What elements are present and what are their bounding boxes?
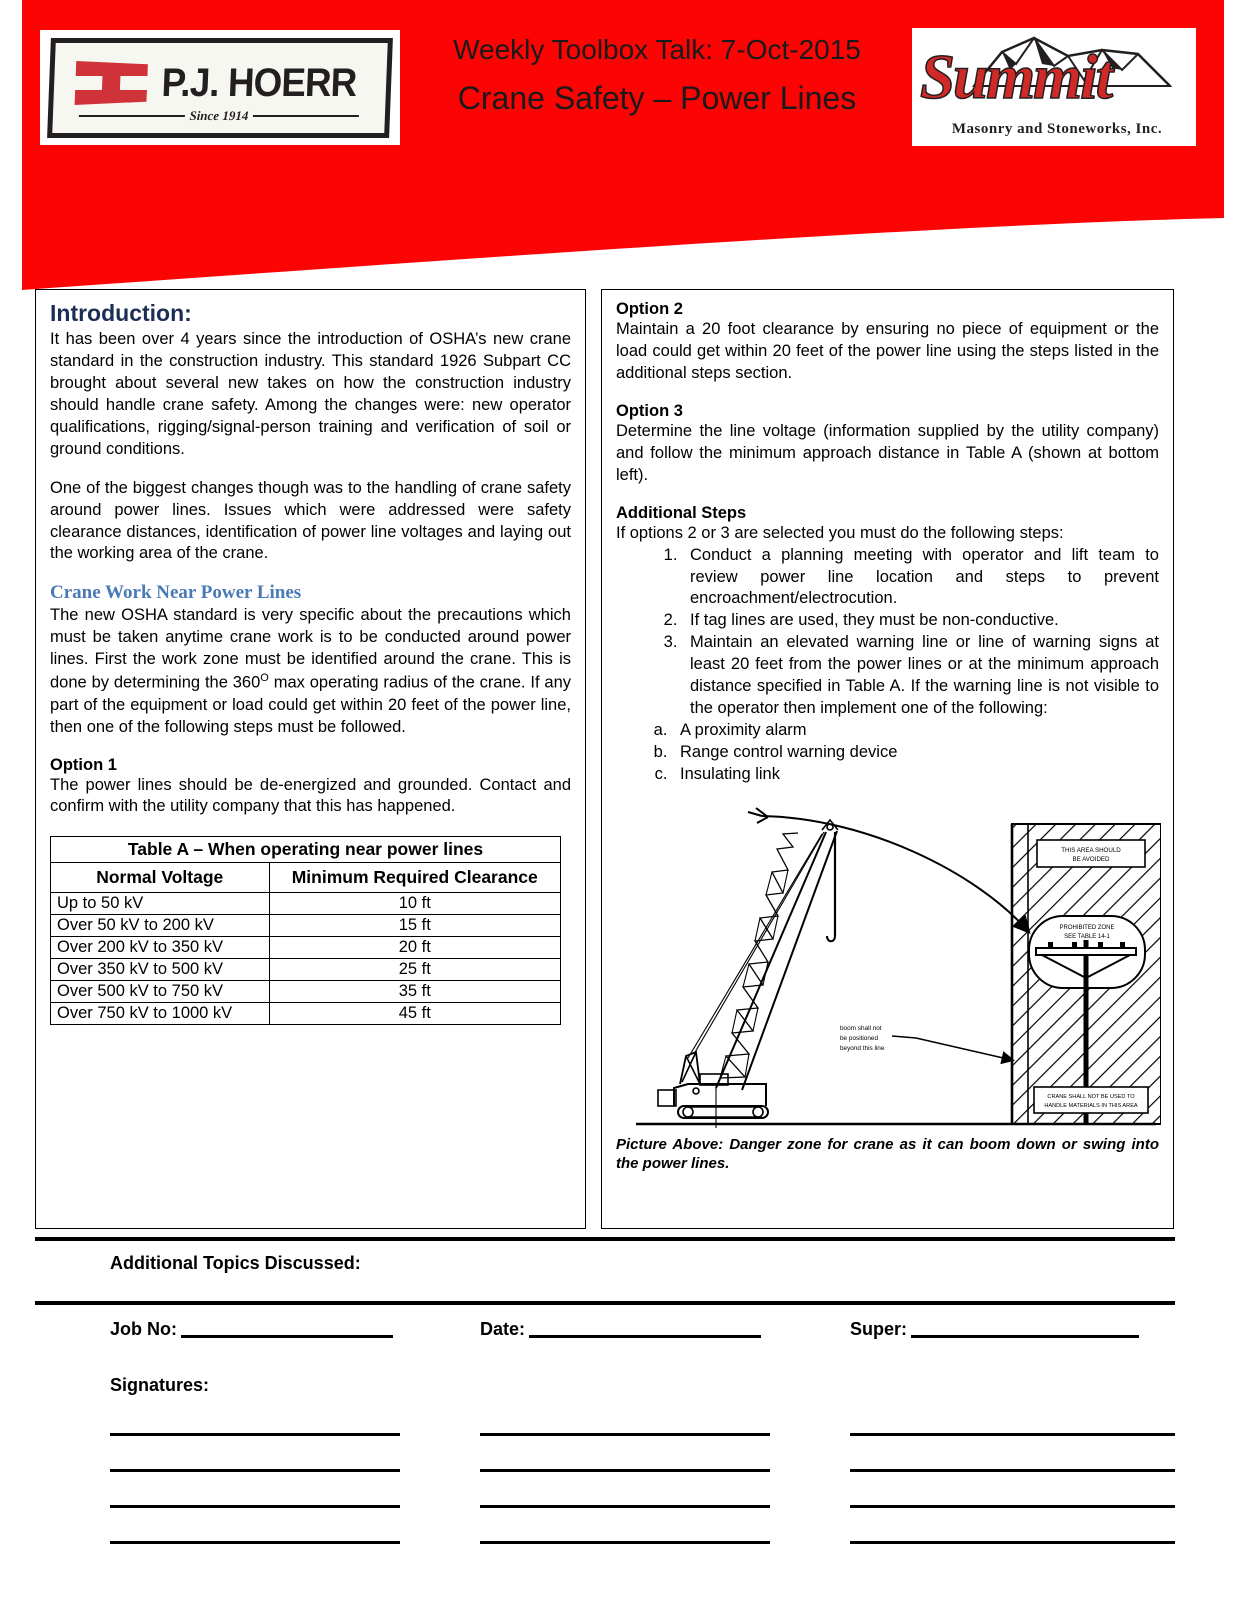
option1-heading: Option 1: [50, 755, 117, 774]
summit-logo: [912, 28, 1196, 146]
additional-steps-list: [616, 545, 1159, 721]
cell-voltage: Over 500 kV to 750 kV: [51, 981, 270, 1003]
avoid-zone-label: THIS AREA SHOULD: [1061, 846, 1121, 854]
signature-row: [35, 1411, 1100, 1447]
banner-title-block: [402, 28, 912, 124]
cell-clearance: 10 ft: [269, 893, 561, 915]
crane-danger-zone-diagram: [616, 788, 1161, 1133]
signature-line[interactable]: [480, 1433, 770, 1436]
list-item: 2. If tag lines are used, they must be non-conductive.: [682, 610, 1159, 632]
job-no-input[interactable]: [181, 1335, 393, 1338]
signature-line[interactable]: [480, 1469, 770, 1472]
figure-caption: Picture Above: Danger zone for crane as it can boom down or swing into the power lines.: [616, 1135, 1159, 1172]
signature-line[interactable]: [850, 1433, 1175, 1436]
option1-paragraph: The power lines should be de-energized and grounded. Contact and confirm with the utility company that this has happened.: [50, 775, 571, 816]
left-content-panel: [35, 289, 586, 1229]
list-item: a. A proximity alarm: [672, 720, 1159, 742]
signature-line[interactable]: [850, 1505, 1175, 1508]
toolbox-talk-date: Weekly Toolbox Talk: 7-Oct-2015: [453, 34, 861, 65]
additional-steps-sublist: [616, 720, 1159, 786]
degree-symbol: O: [260, 672, 269, 685]
table-header-row: [51, 863, 561, 893]
list-item: b. Range control warning device: [672, 742, 1159, 764]
option3-paragraph: Determine the line voltage (information supplied by the utility company) and follow the minimum approach distance in Table A (shown at bottom left).: [616, 421, 1159, 484]
summit-tagline: Masonry and Stoneworks, Inc.: [951, 121, 1163, 137]
super-label: Super:: [850, 1319, 908, 1339]
svg-text:beyond this line: beyond this line: [840, 1044, 885, 1052]
list-item: 3. Maintain an elevated warning line or line of warning signs at least 20 feet from the power lines or at the minimum approach distance specified in Table A. If the warning line is not visible to the operator then implement one of the following:: [682, 632, 1159, 720]
pj-hoerr-logo: [40, 30, 400, 145]
crane-work-heading: Crane Work Near Power Lines: [50, 582, 302, 604]
signature-row: [35, 1447, 1100, 1483]
date-label: Date:: [480, 1319, 526, 1339]
option2-paragraph: Maintain a 20 foot clearance by ensuring no piece of equipment or the load could get within 20 feet of the power line using the steps listed in the additional steps section.: [616, 320, 1159, 382]
signature-line[interactable]: [850, 1469, 1175, 1472]
cell-voltage: Up to 50 kV: [51, 893, 270, 915]
list-item: c. Insulating link: [672, 764, 1159, 786]
additional-steps-intro: If options 2 or 3 are selected you must do the following steps:: [616, 523, 1064, 542]
svg-text:be positioned: be positioned: [840, 1034, 879, 1042]
header-banner: [22, 0, 1224, 300]
table-a-title: Table A – When operating near power lines: [51, 837, 561, 863]
signature-row: [35, 1519, 1100, 1555]
additional-steps-heading: Additional Steps: [616, 503, 747, 522]
crane-work-paragraph: [50, 605, 571, 738]
table-a-clearances: [50, 836, 561, 1025]
svg-text:HANDLE MATERIALS IN THIS AREA: HANDLE MATERIALS IN THIS AREA: [1044, 1102, 1138, 1109]
crane-work-text-a: The new OSHA standard is very specific about the precautions which must be taken anytime crane work is to be conducted around power lines. First the work zone must be identified around the crane. This is done by determining the 360: [50, 606, 571, 692]
signature-line[interactable]: [480, 1541, 770, 1544]
list-item: 1. Conduct a planning meeting with operator and lift team to review power line location and steps to prevent encroachment/electrocution.: [682, 545, 1159, 611]
table-row: [51, 1003, 561, 1025]
signature-line[interactable]: [110, 1541, 400, 1544]
table-row: [51, 837, 561, 863]
signoff-form: [35, 1237, 1175, 1555]
cell-voltage: Over 200 kV to 350 kV: [51, 937, 270, 959]
signature-line[interactable]: [480, 1505, 770, 1508]
signature-row: [35, 1483, 1100, 1519]
cell-voltage: Over 50 kV to 200 kV: [51, 915, 270, 937]
cell-clearance: 15 ft: [269, 915, 561, 937]
cell-voltage: Over 750 kV to 1000 kV: [51, 1003, 270, 1025]
introduction-paragraph-2: One of the biggest changes though was to the handling of crane safety around power lines. Issues which were addressed were safety clearance distances, identification of power line voltages and laying out the working area of the crane.: [50, 478, 571, 563]
signatures-label: Signatures:: [110, 1375, 210, 1395]
svg-text:SEE TABLE 14-1: SEE TABLE 14-1: [1064, 933, 1110, 940]
cell-clearance: 35 ft: [269, 981, 561, 1003]
i-beam-icon: [74, 59, 148, 107]
table-row: [51, 893, 561, 915]
boom-note-label: boom shall not: [840, 1024, 882, 1032]
cell-clearance: 20 ft: [269, 937, 561, 959]
introduction-heading: Introduction:: [50, 300, 192, 326]
additional-topics-label: Additional Topics Discussed:: [110, 1253, 361, 1273]
option3-heading: Option 3: [616, 401, 683, 420]
cell-clearance: 25 ft: [269, 959, 561, 981]
cell-voltage: Over 350 kV to 500 kV: [51, 959, 270, 981]
table-row: [51, 959, 561, 981]
signature-line[interactable]: [850, 1541, 1175, 1544]
signature-line[interactable]: [110, 1469, 400, 1472]
option2-heading: Option 2: [616, 300, 683, 318]
super-input[interactable]: [911, 1335, 1139, 1338]
column-header-clearance: Minimum Required Clearance: [269, 863, 561, 893]
signature-line[interactable]: [110, 1505, 400, 1508]
table-row: [51, 981, 561, 1003]
cell-clearance: 45 ft: [269, 1003, 561, 1025]
job-no-label: Job No:: [110, 1319, 177, 1339]
bottom-warning-label: CRANE SHALL NOT BE USED TO: [1047, 1093, 1135, 1100]
prohibited-zone-label: PROHIBITED ZONE: [1059, 924, 1115, 931]
svg-text:BE AVOIDED: BE AVOIDED: [1072, 855, 1110, 863]
summit-wordmark: Summit: [920, 42, 1112, 112]
date-input[interactable]: [529, 1335, 761, 1338]
table-row: [51, 937, 561, 959]
introduction-paragraph-1: It has been over 4 years since the introduction of OSHA’s new crane standard in the construction industry. This standard 1926 Subpart CC brought about several new takes on how the construction industry should handle crane safety. Among the changes were: new operator qualifications, rigging/signal-person training and verification of soil or ground conditions.: [50, 330, 571, 458]
table-row: [51, 915, 561, 937]
signature-line[interactable]: [110, 1433, 400, 1436]
page-title: Crane Safety – Power Lines: [457, 80, 857, 116]
crane-diagram-svg: [616, 788, 1161, 1133]
pj-hoerr-wordmark: P.J. HOERR: [161, 60, 358, 104]
crane-work-text-b: max operating radius of the crane. If any part of the equipment or load could get within 20 feet of the power line, then one of the following steps must be followed.: [50, 673, 571, 736]
right-content-panel: [601, 289, 1174, 1229]
pj-hoerr-since-text: Since 1914: [189, 107, 249, 123]
column-header-voltage: Normal Voltage: [51, 863, 270, 893]
